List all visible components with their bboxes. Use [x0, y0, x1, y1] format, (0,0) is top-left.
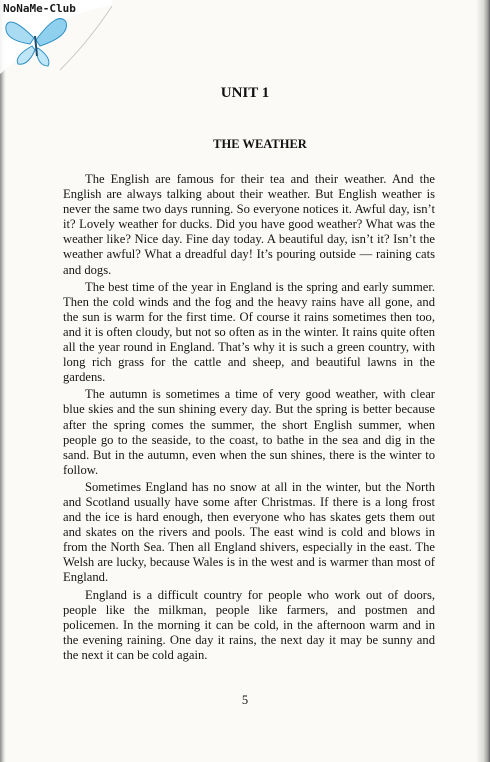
page-left-shadow	[0, 0, 6, 762]
unit-title: UNIT 1	[220, 85, 270, 101]
watermark-label: NoNaMe-Club	[3, 2, 76, 15]
paragraph: The English are famous for their tea and their weather. And the English are always talking about their weather. But English weather is never the same two days running. So everyone notices it. Awful day, isn’t it? Lovely weather for ducks. Did you have good weather? What was the weather like? Nice day. Fine day today. A beautiful day, isn’t it? Isn’t the weather awful? What a dreadful day! It’s pouring outside — raining cats and dogs.	[63, 172, 435, 277]
page-right-shadow	[476, 0, 490, 762]
paragraph: The autumn is sometimes a time of very good weather, with clear blue skies and the sun shining every day. But the spring is better because after the spring comes the summer, the short English summer, when people go to the seaside, to the coast, to bathe in the sea and dig in the sand. But in the autumn, even when the sun shines, there is the winter to follow.	[63, 387, 435, 477]
paragraph: England is a difficult country for people who work out of doors, people like the milkman, people like farmers, and postmen and policemen. In the morning it can be cold, in the afternoon warm and in the evening raining. One day it rains, the next day it may be sunny and the next it can be cold again.	[63, 587, 435, 662]
paragraph: Sometimes England has no snow at all in the winter, but the North and Scotland usually have some after Christmas. If there is a long frost and the ice is hard enough, then everyone who has skates gets them out and skates on the rivers and pools. The east wind is cold and blows in from the North Sea. Then all England shivers, especially in the east. The Welsh are lucky, because Wales is in the west and is warmer than most of England.	[63, 479, 435, 585]
watermark-logo	[0, 0, 112, 74]
article-body	[63, 172, 435, 665]
section-title: THE WEATHER	[213, 137, 307, 151]
paragraph: The best time of the year in England is the spring and early summer. Then the cold winds and the fog and the heavy rains have all gone, and the sun is warm for the first time. Of course it rains sometimes then too, and it is often cloudy, but not so often as in the winter. It rains quite often all the year round in England. That’s why it is such a green country, with long rich grass for the cattle and sheep, and beautiful lawns in the gardens.	[63, 279, 435, 385]
page-number: 5	[241, 693, 249, 707]
